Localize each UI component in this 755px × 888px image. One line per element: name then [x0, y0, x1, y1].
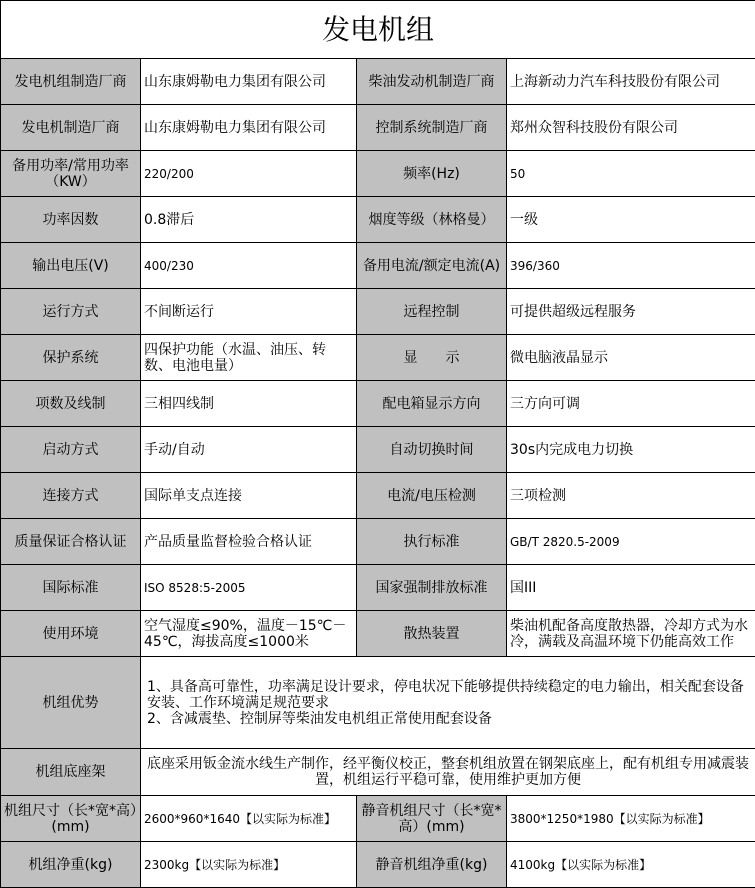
label-cell: 静音机组尺寸（长*宽*高）(mm) [357, 796, 507, 842]
label-cell: 使用环境 [1, 611, 141, 657]
value-cell: 国III [507, 565, 755, 611]
advantage-line-2: 2、含减震垫、控制屏等柴油发电机组正常使用配套设备 [147, 711, 749, 727]
label-cell: 备用功率/常用功率（KW） [1, 151, 141, 197]
label-cell: 备用电流/额定电流(A) [357, 243, 507, 289]
value-cell: 三方向可调 [507, 381, 755, 427]
label-cell: 发电机组制造厂商 [1, 59, 141, 105]
advantage-text [141, 657, 755, 749]
label-cell: 发电机制造厂商 [1, 105, 141, 151]
table-row [1, 842, 755, 888]
label-cell: 机组优势 [1, 657, 141, 749]
value-cell: 不间断运行 [141, 289, 357, 335]
value-cell: 3800*1250*1980【以实际为标准】 [507, 796, 755, 842]
label-cell: 质量保证合格认证 [1, 519, 141, 565]
label-cell: 控制系统制造厂商 [357, 105, 507, 151]
value-cell: 400/230 [141, 243, 357, 289]
label-cell: 保护系统 [1, 335, 141, 381]
value-cell: 50 [507, 151, 755, 197]
label-cell: 静音机组净重(kg) [357, 842, 507, 888]
label-cell: 运行方式 [1, 289, 141, 335]
value-cell: 四保护功能（水温、油压、转数、电池电量） [141, 335, 357, 381]
value-cell: GB/T 2820.5-2009 [507, 519, 755, 565]
title-row [1, 1, 755, 59]
label-cell: 国家强制排放标准 [357, 565, 507, 611]
label-cell: 机组尺寸（长*宽*高）(mm) [1, 796, 141, 842]
label-cell: 显 示 [357, 335, 507, 381]
table-row [1, 151, 755, 197]
table-row [1, 519, 755, 565]
value-cell: 220/200 [141, 151, 357, 197]
table-row [1, 473, 755, 519]
table-row [1, 335, 755, 381]
advantage-row [1, 657, 755, 749]
label-cell: 启动方式 [1, 427, 141, 473]
label-cell: 项数及线制 [1, 381, 141, 427]
value-cell: 上海新动力汽车科技股份有限公司 [507, 59, 755, 105]
advantage-line-1: 1、具备高可靠性，功率满足设计要求，停电状况下能够提供持续稳定的电力输出，相关配套设备安装、工作环境满足规范要求 [147, 679, 749, 711]
table-row [1, 289, 755, 335]
value-cell: 三相四线制 [141, 381, 357, 427]
value-cell: 山东康姆勒电力集团有限公司 [141, 59, 357, 105]
table-row [1, 59, 755, 105]
value-cell: 产品质量监督检验合格认证 [141, 519, 357, 565]
label-cell: 执行标准 [357, 519, 507, 565]
table-row [1, 565, 755, 611]
label-cell: 自动切换时间 [357, 427, 507, 473]
value-cell: 一级 [507, 197, 755, 243]
label-cell: 烟度等级（林格曼） [357, 197, 507, 243]
label-cell: 机组底座架 [1, 749, 141, 796]
table-row [1, 381, 755, 427]
label-cell: 功率因数 [1, 197, 141, 243]
value-cell: 三项检测 [507, 473, 755, 519]
label-cell: 远程控制 [357, 289, 507, 335]
value-cell: 2300kg【以实际为标准】 [141, 842, 357, 888]
value-cell: 国际单支点连接 [141, 473, 357, 519]
table-row [1, 427, 755, 473]
value-cell: 手动/自动 [141, 427, 357, 473]
value-cell: ISO 8528:5-2005 [141, 565, 357, 611]
value-cell: 微电脑液晶显示 [507, 335, 755, 381]
label-cell: 散热装置 [357, 611, 507, 657]
value-cell: 396/360 [507, 243, 755, 289]
value-cell: 空气湿度≤90%，温度－15℃－45℃，海拔高度≤1000米 [141, 611, 357, 657]
label-cell: 配电箱显示方向 [357, 381, 507, 427]
label-cell: 连接方式 [1, 473, 141, 519]
value-cell: 0.8滞后 [141, 197, 357, 243]
label-cell: 机组净重(kg) [1, 842, 141, 888]
label-cell: 国际标准 [1, 565, 141, 611]
table-row [1, 611, 755, 657]
label-cell: 电流/电压检测 [357, 473, 507, 519]
label-cell: 频率(Hz) [357, 151, 507, 197]
base-text: 底座采用钣金流水线生产制作，经平衡仪校正，整套机组放置在钢架底座上，配有机组专用减震装置，机组运行平稳可靠，使用维护更加方便 [141, 749, 755, 796]
table-row [1, 197, 755, 243]
page-title: 发电机组 [1, 1, 755, 59]
table-row [1, 243, 755, 289]
label-cell: 输出电压(V) [1, 243, 141, 289]
table-row [1, 796, 755, 842]
value-cell: 2600*960*1640【以实际为标准】 [141, 796, 357, 842]
value-cell: 山东康姆勒电力集团有限公司 [141, 105, 357, 151]
value-cell: 可提供超级远程服务 [507, 289, 755, 335]
value-cell: 郑州众智科技股份有限公司 [507, 105, 755, 151]
base-row [1, 749, 755, 796]
value-cell: 柴油机配备高度散热器，冷却方式为水冷，满载及高温环境下仍能高效工作 [507, 611, 755, 657]
value-cell: 4100kg【以实际为标准】 [507, 842, 755, 888]
table-row [1, 105, 755, 151]
label-cell: 柴油发动机制造厂商 [357, 59, 507, 105]
value-cell: 30s内完成电力切换 [507, 427, 755, 473]
